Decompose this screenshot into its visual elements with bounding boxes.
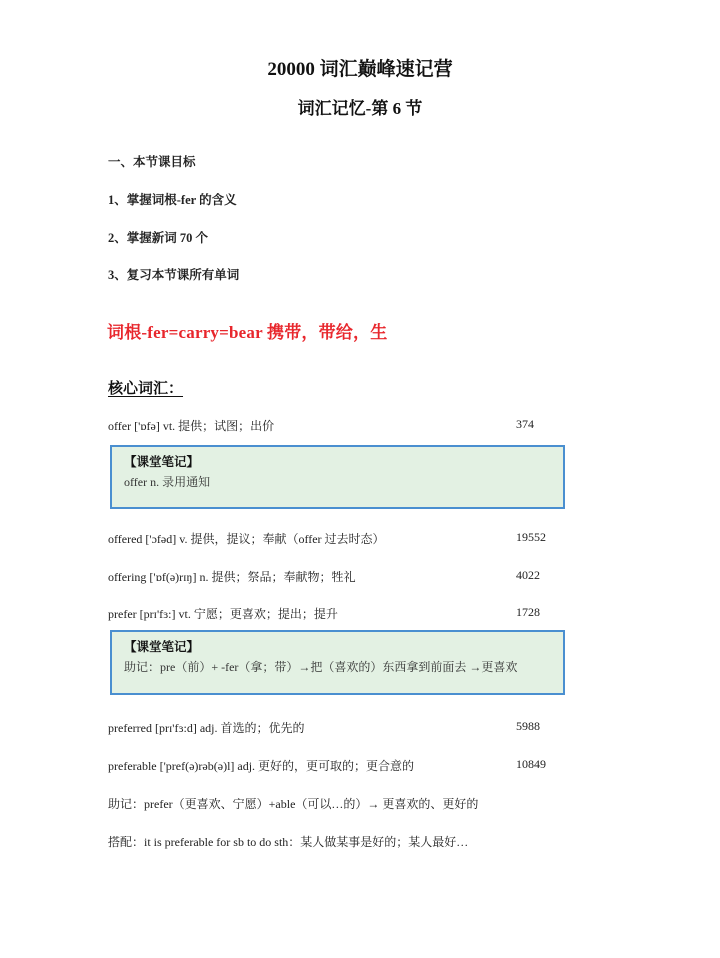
- vocab-entry-prefer: [108, 605, 548, 625]
- goal-item-1: 1、掌握词根-fer 的含义: [108, 193, 237, 207]
- classroom-note-box: [110, 445, 565, 509]
- mnemonic-line: 助记：prefer（更喜欢、宁愿）+able（可以…的）→ 更喜欢的、更好的: [108, 797, 479, 811]
- note-text: offer n. 录用通知: [124, 475, 211, 489]
- core-vocabulary-heading: 核心词汇：: [108, 381, 184, 397]
- note-title: 【课堂笔记】: [124, 640, 200, 654]
- collocation-line: 搭配：it is preferable for sb to do sth：某人做某事是好的；某人最好…: [108, 835, 469, 849]
- entry-frequency: 1728: [516, 605, 540, 619]
- vocab-entry-offering: [108, 568, 548, 588]
- entry-frequency: 374: [516, 417, 534, 431]
- note-text: 助记：pre（前）+ -fer（拿；带）→把（喜欢的）东西拿到前面去 →更喜欢: [124, 660, 518, 674]
- entry-frequency: 10849: [516, 757, 546, 771]
- vocab-entry-offer: [108, 417, 548, 437]
- entry-text: offer ['ɒfə] vt. 提供；试图；出价: [108, 419, 275, 433]
- entry-text: offered ['ɔfəd] v. 提供，提议；奉献（offer 过去时态）: [108, 532, 385, 546]
- word-root-rule: 词根-fer=carry=bear 携带，带给，生: [107, 323, 388, 342]
- entry-text: preferable ['pref(ə)rəb(ə)l] adj. 更好的，更可取的；更合意的: [108, 759, 415, 773]
- vocab-entry-offered: [108, 530, 548, 550]
- lesson-subtitle: 词汇记忆-第 6 节: [297, 99, 423, 118]
- entry-frequency: 19552: [516, 530, 546, 544]
- entry-text: offering ['ɒf(ə)rɪŋ] n. 提供；祭品；奉献物；牲礼: [108, 570, 356, 584]
- vocab-entry-preferred: [108, 719, 548, 739]
- page-title: 20000 词汇巅峰速记营: [267, 59, 453, 80]
- entry-frequency: 5988: [516, 719, 540, 733]
- note-title: 【课堂笔记】: [124, 455, 200, 469]
- vocab-entry-preferable: [108, 757, 548, 777]
- classroom-note-box: [110, 630, 565, 695]
- goal-item-3: 3、复习本节课所有单词: [108, 268, 240, 282]
- goal-item-2: 2、掌握新词 70 个: [108, 231, 209, 245]
- entry-frequency: 4022: [516, 568, 540, 582]
- entry-text: preferred [prɪ'fɜ:d] adj. 首选的；优先的: [108, 721, 305, 735]
- entry-text: prefer [prɪ'fɜ:] vt. 宁愿；更喜欢；提出；提升: [108, 607, 338, 621]
- goals-heading: 一、本节课目标: [108, 155, 196, 169]
